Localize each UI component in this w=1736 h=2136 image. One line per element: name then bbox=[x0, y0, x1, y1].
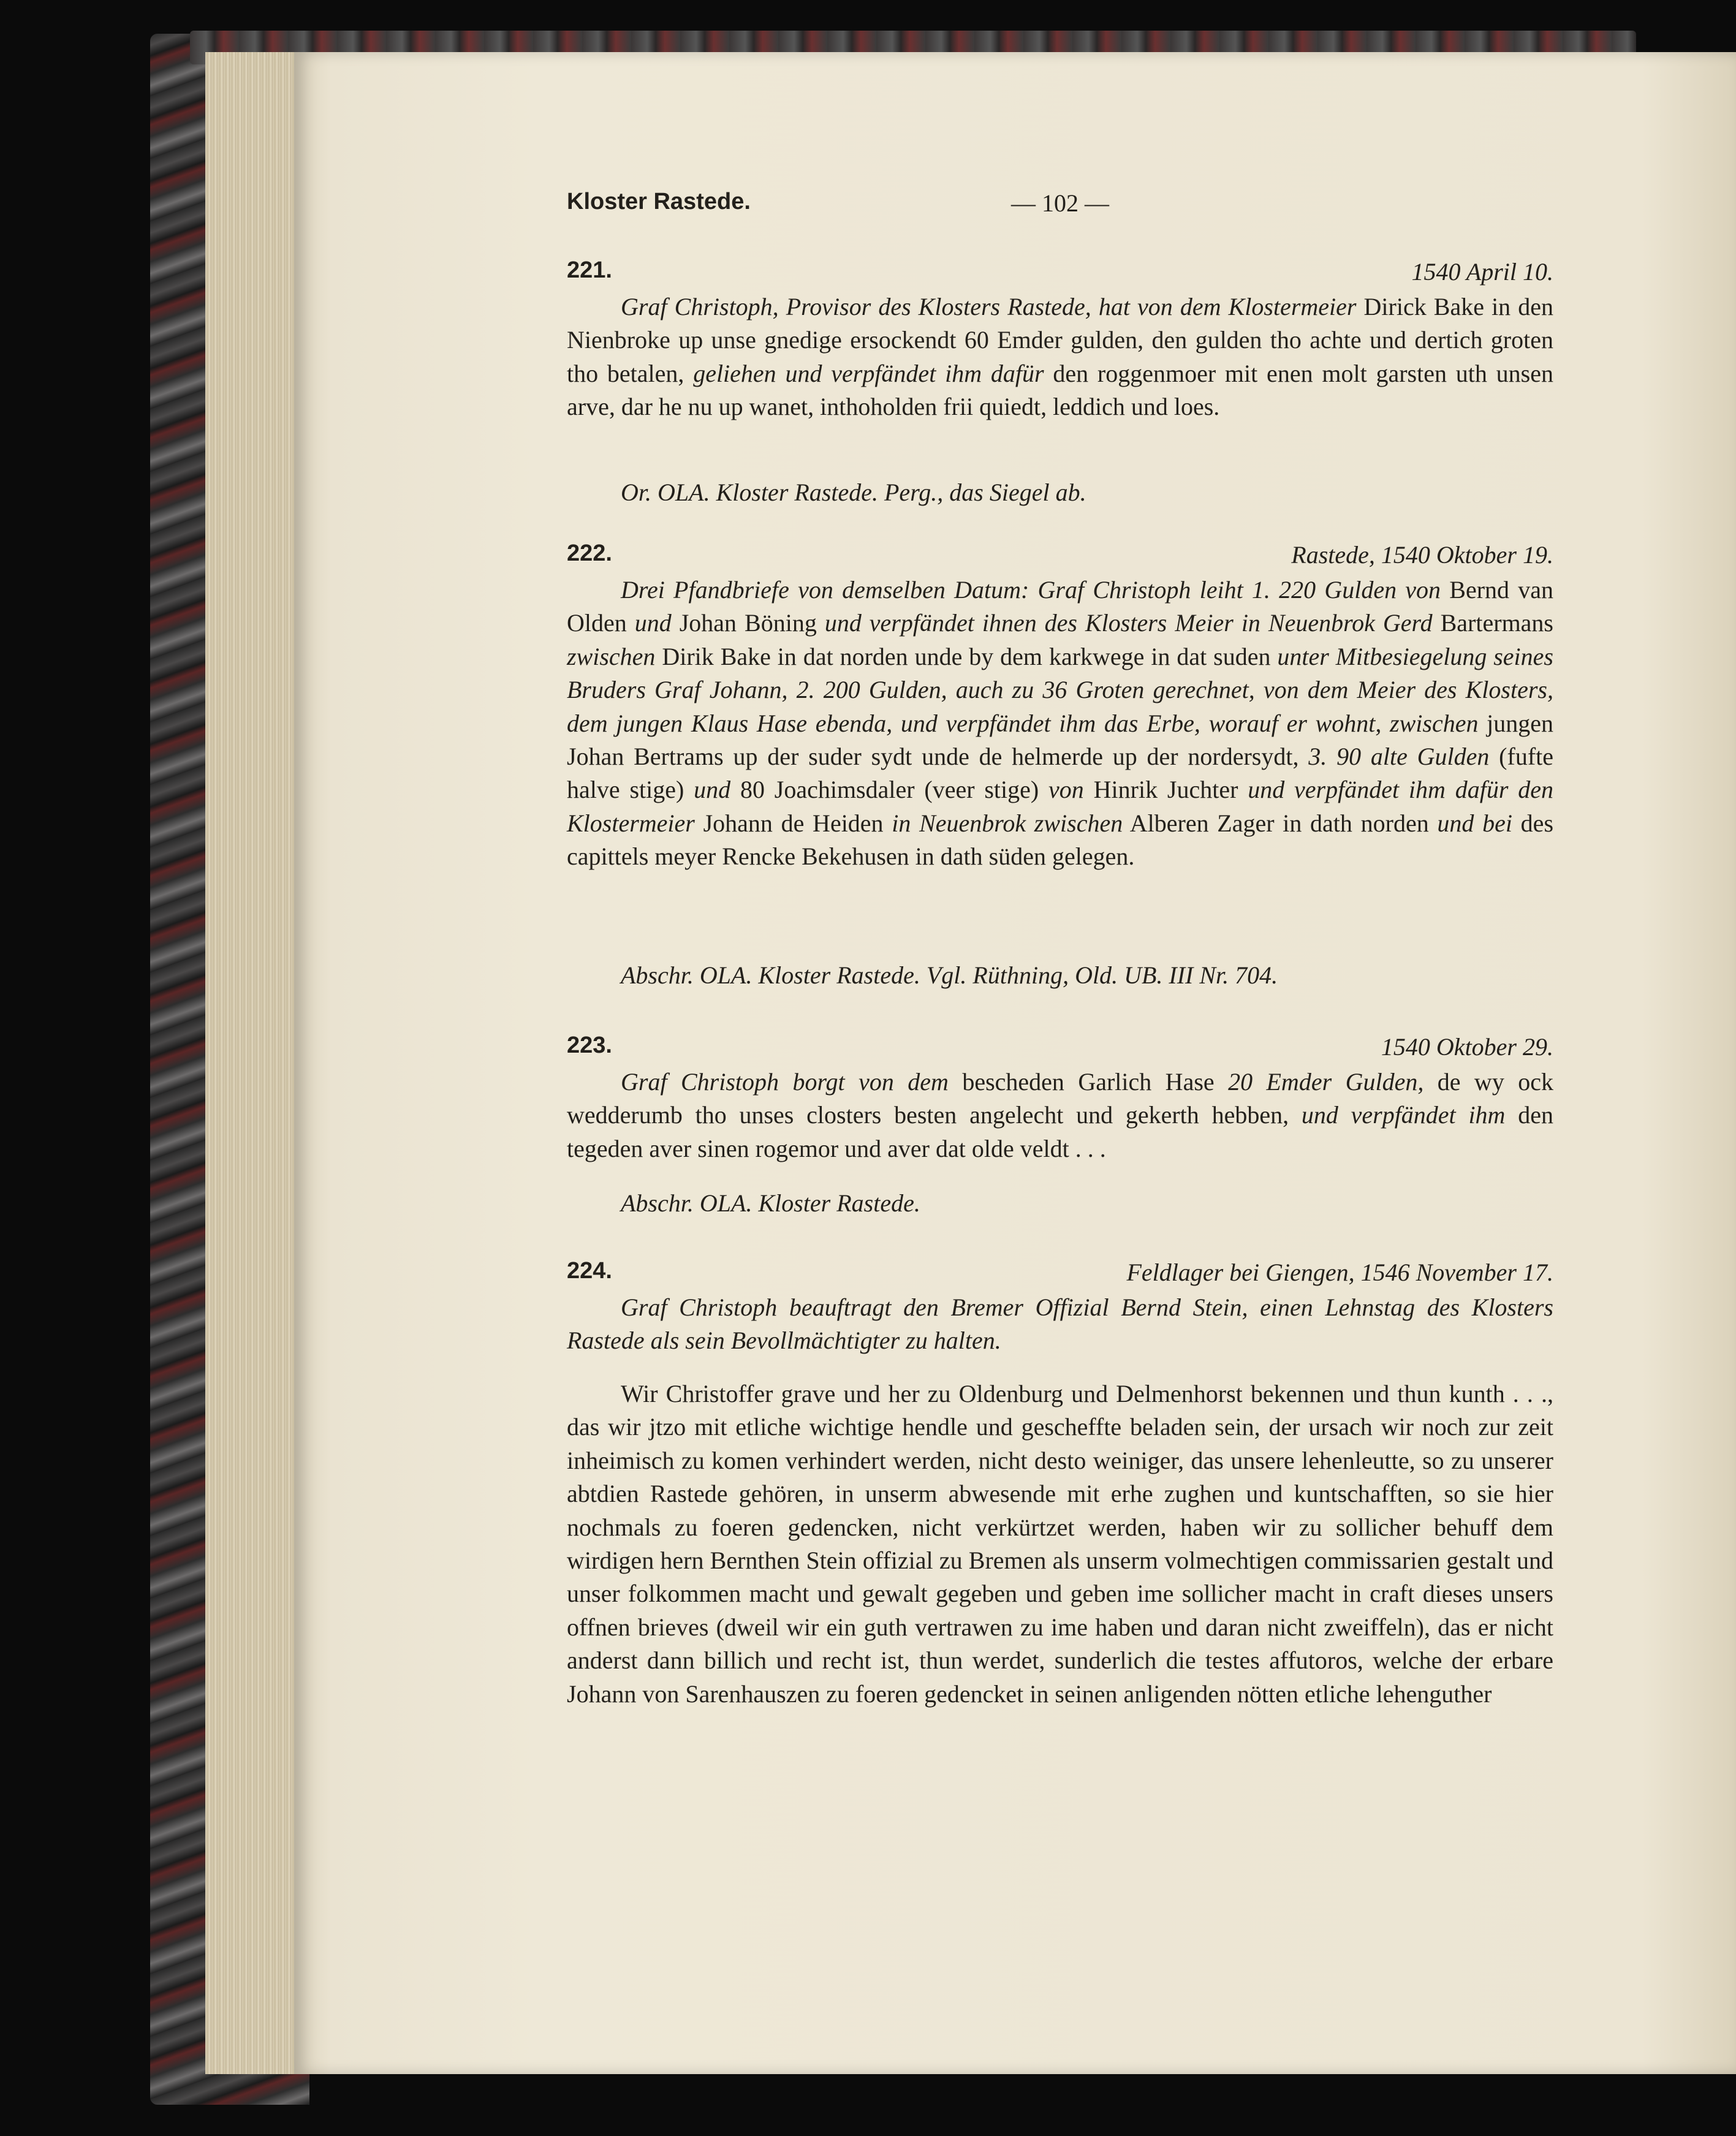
body-text-run-1: bescheden Garlich Hase bbox=[948, 1068, 1229, 1096]
body-text-run-17: Johann de Heiden bbox=[694, 809, 892, 837]
body-text-run-3: de wy ock wedderumb tho unses closters besten angelecht und gekerth hebben, bbox=[567, 1068, 1553, 1129]
entry-222-source: Abschr. OLA. Kloster Rastede. Vgl. Rüthning, Old. UB. III Nr. 704. bbox=[621, 961, 1278, 989]
body-text-run-0: Graf Christoph, Provisor des Klosters Rastede, hat von dem Klostermeier bbox=[621, 293, 1357, 320]
body-text-run-2: geliehen und verpfändet ihm dafür bbox=[693, 359, 1044, 387]
entry-date: 1540 Oktober 29. bbox=[1381, 1033, 1553, 1061]
entry-222-heading bbox=[567, 540, 1553, 574]
entry-date bbox=[1126, 1258, 1553, 1287]
body-text-run-4: und verpfändet ihm bbox=[1301, 1101, 1506, 1129]
date-text-run-2: 1546 November 17. bbox=[1360, 1259, 1553, 1286]
body-text-run-5: den tegeden aver sinen rogemor und aver dat olde veldt . . . bbox=[567, 1101, 1553, 1162]
entry-number: 222. bbox=[567, 540, 612, 566]
body-text-run-4: und verpfändet ihnen des Klosters Meier in Neuenbrok Gerd bbox=[824, 609, 1433, 637]
body-text-run-15: Hinrik Juchter bbox=[1083, 776, 1248, 804]
body-text-run-19: Alberen Zager in dath norden bbox=[1123, 809, 1438, 837]
body-text-run-0: Graf Christoph beauftragt den Bremer Offizial Bernd Stein, einen Lehnstag des Klosters Rastede als sein Bevollmächtigter zu halten. bbox=[567, 1293, 1553, 1355]
entry-221-body bbox=[567, 290, 1553, 424]
entry-221-source: Or. OLA. Kloster Rastede. Perg., das Siegel ab. bbox=[621, 479, 1086, 506]
entry-221-heading bbox=[567, 257, 1553, 290]
date-text-run-1: Giengen, bbox=[1259, 1259, 1361, 1286]
page-number: — 102 — bbox=[1011, 189, 1109, 217]
body-text-run-2: 20 Emder Gulden, bbox=[1228, 1068, 1424, 1096]
entry-number: 224. bbox=[567, 1258, 612, 1284]
body-text-run-14: von bbox=[1048, 776, 1084, 804]
body-text-run-5: Bartermans bbox=[1432, 609, 1553, 637]
entry-224-heading bbox=[567, 1258, 1553, 1291]
entry-224-body bbox=[567, 1291, 1553, 1358]
running-title: Kloster Rastede. bbox=[567, 189, 751, 214]
body-text-run-6: zwischen bbox=[567, 642, 656, 670]
entry-223-source: Abschr. OLA. Kloster Rastede. bbox=[621, 1189, 920, 1217]
body-text-run-3: Johan Böning bbox=[671, 609, 825, 637]
body-text-run-0: Drei Pfandbriefe von demselben Datum: Graf Christoph leiht 1. 220 Gulden von bbox=[621, 576, 1441, 604]
entry-number: 223. bbox=[567, 1032, 612, 1058]
body-text-run-21: des capittels meyer Rencke Bekehusen in dath süden gelegen. bbox=[567, 809, 1554, 871]
page-edges bbox=[205, 52, 303, 2074]
entry-number: 221. bbox=[567, 257, 612, 283]
entry-224-letter: Wir Christoffer grave und her zu Oldenburg und Delmenhorst bekennen und thun kunth . . ., das wir jtzo mit etliche wichtige hendle und gescheffte beladen sein, der ursach wir noch zur zeit inheimisch zu komen verhindert werden, nicht desto weiniger, das unsere lehenleutte, so zu unserer abtdien Rastede gehören, in unserm abwesende mit erhe zughen und kuntschafften, so sie hier nochmals zu foeren gedencken, nicht verkürtzet werden, haben wir zu sollicher behuff dem wirdigen hern Bernthen Stein offizial zu Bremen als unserm volmechtigen commissarien gestalt und unser folkommen macht und gewalt gegeben und geben ime sollicher macht in craft dieses unsers offnen brieves (dweil wir ein guth vertrawen zu ime haben und daran nicht zweiffeln), das er nicht anderst dann billich und recht ist, thun werdet, sunderlich die testes affutoros, welche der erbare Johann von Sarenhauszen zu foeren gedencket in seinen anligenden nötten etliche lehenguther bbox=[567, 1380, 1553, 1708]
body-text-run-11: (fufte halve stige) bbox=[567, 743, 1554, 804]
body-text-run-3: den roggenmoer mit enen molt garsten uth unsen arve, dar he nu up wanet, inthoholden frii quiedt, leddich und loes. bbox=[567, 359, 1553, 421]
body-text-run-8: unter Mitbesiegelung seines Bruders Graf Johann, 2. 200 Gulden, auch zu 36 Groten gerechnet, von dem Meier des Klosters, dem jungen Klaus Hase ebenda, und verpfändet ihm das Erbe, worauf er wohnt, zwischen bbox=[567, 642, 1553, 737]
entry-223-body bbox=[567, 1066, 1553, 1165]
body-text-run-0: Graf Christoph borgt von dem bbox=[621, 1068, 949, 1096]
body-text-run-1: Dirick Bake in den Nienbroke up unse gnedige ersockendt 60 Emder gulden, den gulden tho achte und dertich groten tho betalen, bbox=[567, 293, 1554, 387]
entry-223-heading bbox=[567, 1032, 1553, 1066]
entry-date: 1540 April 10. bbox=[1411, 258, 1553, 286]
body-text-run-7: Dirik Bake in dat norden unde by dem karkwege in dat suden bbox=[655, 642, 1278, 670]
body-text-run-2: und bbox=[634, 609, 672, 637]
body-text-run-9: jungen Johan Bertrams up der suder sydt unde de helmerde up der nordersydt, bbox=[567, 709, 1553, 771]
body-text-run-1: Bernd van Olden bbox=[567, 576, 1553, 637]
entry-222-body bbox=[567, 574, 1553, 874]
date-text-run-0: Feldlager bei bbox=[1126, 1259, 1260, 1286]
body-text-run-13: 80 Joachimsdaler (veer stige) bbox=[730, 776, 1049, 804]
body-text-run-16: und verpfändet ihm dafür den Klostermeier bbox=[567, 776, 1553, 837]
body-text-run-10: 3. 90 alte Gulden bbox=[1308, 743, 1490, 771]
body-text-run-18: in Neuenbrok zwischen bbox=[892, 809, 1123, 837]
body-text-run-12: und bbox=[694, 776, 731, 804]
entry-date: Rastede, 1540 Oktober 19. bbox=[1291, 541, 1553, 569]
body-text-run-20: und bei bbox=[1437, 809, 1512, 837]
